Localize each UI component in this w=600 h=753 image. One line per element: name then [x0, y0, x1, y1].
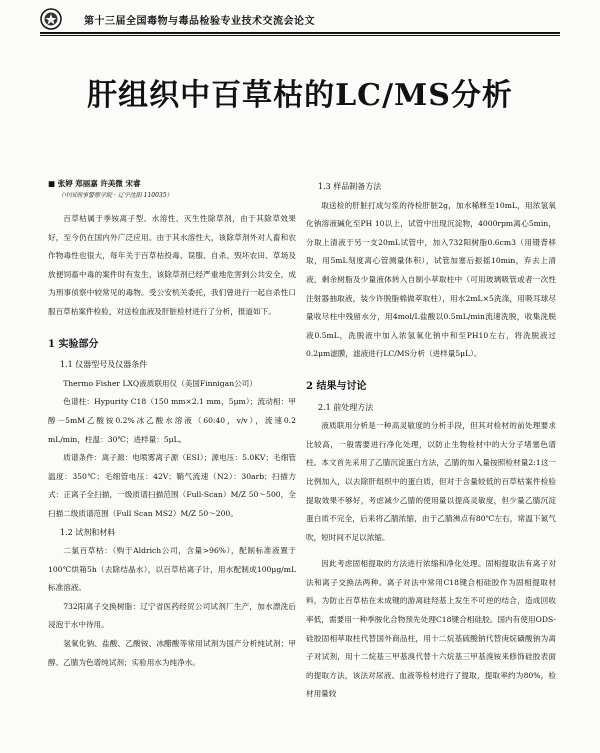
pretreatment-paragraph-2: 因此考虑固相提取的方法进行浓缩和净化处理。固相提取法有离子对法和离子交换法两种。离子对法中常用C18键合相硅胶作为固相提取材料，为防止百草枯在未成键的游离硅羟基上发生不可逆的结合，造成回收率低，需要用一种季胺化合物预先处理C18键合相硅胶。国内有使用ODS-硅胶固相萃取柱代替国外商品柱，用十二烷基硫酸钠代替庚烷磺酸钠为离子对试剂，用十二烷基三甲基溴代替十六烷基三甲基溴铵来修饰硅胶表面的提取方法，该法对尿液、血液等检材进行了提取，提取率约为80%，检材用量较 — [306, 559, 556, 699]
seal-logo-icon — [40, 8, 62, 30]
header-title: 第十三届全国毒物与毒品检验专业技术交流会论文 — [84, 16, 315, 27]
subsection-heading-instruments: 1.1 仪器型号及仪器条件 — [60, 360, 148, 370]
subsection-heading-sample-prep: 1.3 样品制备方法 — [318, 182, 382, 191]
right-column — [306, 178, 556, 704]
header-rule — [40, 32, 560, 34]
paper-title: 肝组织中百草枯的LC/MS分析 — [87, 78, 513, 113]
pretreatment-paragraph-1: 液质联用分析是一种高灵敏度的分析手段，但其对检材的前处理要求比较高，一般需要进行净化处理，以防止生物检材中的大分子堵塞色谱柱。本文首先采用了乙腈沉淀蛋白方法，乙腈的加入量按照检材量2:1这一比例加入，以去除肝组织中的蛋白质，但对于含量较低的百草枯案件检验提取效果不够好，考虑减少乙腈的使用量以提高灵敏度，但少量乙腈沉淀蛋白质不完全，后来将乙腈浓缩，由于乙腈沸点有80℃左右，常温下氮气吹，短时间不足以浓缩。 — [306, 421, 556, 542]
section-heading-experimental: 1 实验部分 — [48, 338, 99, 350]
instrument-model: Thermo Fisher LXQ液质联用仪（美国Finnigan公司） — [63, 378, 257, 388]
chromatography-conditions: 色谱柱：Hypurity C18（150 mm×2.1 mm，5μm）；流动相：甲醇－5mM乙酸铵0.2%冰乙酸水溶液（60:40，v/v），流速0.2 mL/min，柱温：30℃；进样量：5μL。 — [48, 397, 296, 444]
intro-paragraph: 百草枯属于季铵离子型、水溶性、灭生性除草剂，由于其除草效果好，至今仍在国内外广泛应用。由于其水溶性大，该除草剂外对人畜和农作物毒性也很大，每年关于百草枯投毒、误服、自杀、毁坏农田、草场及放便饲畜中毒的案件时有发生，该除草剂已经严重地危害到公共安全，成为刑事侦察中较常见的毒物。受公安机关委托，我们曾进行一起自杀性口服百草枯案件检验，对送检血液及肝脏检材进行了分析，报道如下。 — [48, 214, 296, 316]
header-rule-thin — [40, 35, 560, 36]
subsection-heading-pretreatment: 2.1 前处理方法 — [318, 402, 374, 412]
ms-conditions: 质谱条件：离子源：电喷雾离子源（ESI）；源电压：5.0KV；毛细管温度：350℃；毛细管电压：42V；鞘气流速（N2）：30arb；扫描方式：正离子全扫描，一级质谱扫描范围（Full-Scan）M/Z 50～500，全扫描二级质谱范围（Full Scan MS2）M/Z 50～200。 — [48, 453, 296, 518]
sample-prep-paragraph: 取送检的肝脏打成匀浆的待检肝脏2g，加水稀释至10mL，用浓氢氧化钠溶液碱化至PH 10以上，试管中出现沉淀物，4000rpm离心5min，分取上清液于另一支20mL试管中，加入732阳树脂0.6cm3（用镊背移取，用5mL刻度离心管测量体积），试管加塞后振摇10min，弃去上清液，剩余树脂及少量液体转入自制小萃取柱中（可用玻璃吸管或者一次性注射器抽取液，装少许脱脂棉做萃取柱），用水2mL×5洗涤，用吸耳球尽量收尽柱中残留水分，用4mol/L盐酸以0.5mL/min流速洗脱，收集洗脱液0.5mL，洗脱液中加入浓氢氧化钠中和至PH10左右，将洗脱液过0.2μm滤膜，滤液进行LC/MS分析（进样量5μL）。 — [306, 200, 556, 359]
section-heading-results: 2 结果与讨论 — [306, 380, 367, 392]
page-header — [40, 8, 560, 34]
author-list: ■ 张婷 郑丽嘉 许美微 宋睿 — [48, 179, 141, 188]
left-column — [48, 210, 296, 672]
reagent-resin: 732阳离子交换树脂：辽宁省医药经贸公司试剂厂生产，加水漂洗后浸泡于水中待用。 — [48, 601, 296, 630]
reagent-paraquat: 二氯百草枯：（购于Aldrich公司，含量>96%），配制标准液置于100℃烘箱5h（去除结晶水），以百草枯离子计，用水配制成100μg/mL标准溶液。 — [48, 546, 296, 593]
author-affiliation: （中国刑事警察学院 · 辽宁沈阳 110035） — [58, 192, 173, 199]
reagent-common: 氢氧化钠、盐酸、乙酸铵、冰醋酸等常用试剂为国产分析纯试剂；甲醇、乙腈为色谱纯试剂；实验用水为纯净水。 — [48, 639, 296, 667]
subsection-heading-reagents: 1.2 试剂和材料 — [60, 527, 116, 537]
